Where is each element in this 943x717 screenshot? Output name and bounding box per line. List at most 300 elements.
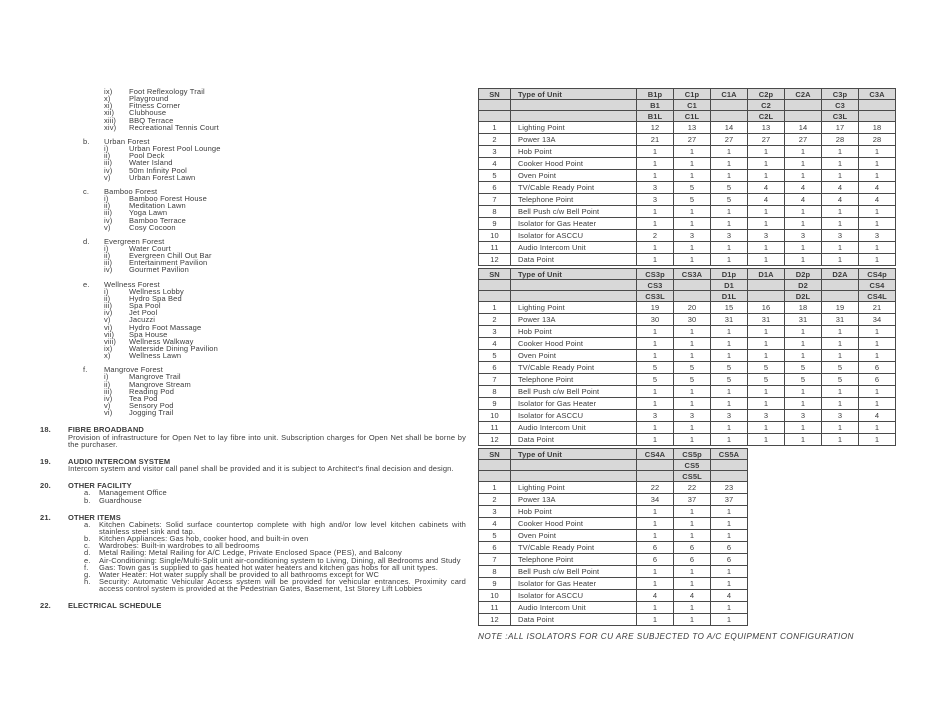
list-item-numeral: ii) [104, 293, 111, 303]
value-cell: 4 [785, 182, 822, 194]
sn-cell: 12 [479, 254, 511, 266]
type-cell: Oven Point [511, 530, 637, 542]
list-item-label: Urban Forest Pool Lounge [129, 144, 221, 154]
value-cell: 1 [748, 206, 785, 218]
type-header-cell: Type of Unit [511, 269, 637, 280]
unit-code-cell: C1p [674, 89, 711, 100]
sn-cell: 9 [479, 398, 511, 410]
unit-code-cell: B1 [637, 100, 674, 111]
value-cell: 17 [822, 122, 859, 134]
value-cell: 13 [748, 122, 785, 134]
unit-schedule-table [478, 268, 896, 446]
specification-list-column [40, 88, 466, 610]
value-cell: 30 [637, 314, 674, 326]
table-body [479, 302, 896, 446]
value-cell: 5 [674, 362, 711, 374]
value-cell: 1 [859, 350, 896, 362]
type-cell: TV/Cable Ready Point [511, 362, 637, 374]
value-cell: 20 [674, 302, 711, 314]
list-item-numeral: ix) [104, 87, 113, 96]
value-cell: 1 [822, 350, 859, 362]
sub-item-text: Guardhouse [99, 495, 142, 505]
sn-cell: 10 [479, 410, 511, 422]
type-cell: Hob Point [511, 326, 637, 338]
list-item-label: Mangrove Stream [129, 379, 191, 389]
list-item-label: Water Island [129, 158, 173, 168]
value-cell: 1 [748, 146, 785, 158]
value-cell: 1 [674, 338, 711, 350]
value-cell: 1 [785, 350, 822, 362]
type-cell: Audio Intercom Unit [511, 602, 637, 614]
value-cell: 1 [785, 242, 822, 254]
value-cell: 3 [637, 410, 674, 422]
unit-code-cell [674, 280, 711, 291]
sn-cell: 8 [479, 206, 511, 218]
type-cell: Isolator for Gas Heater [511, 578, 637, 590]
sn-header-cell [479, 280, 511, 291]
table-row [479, 590, 748, 602]
value-cell: 1 [637, 242, 674, 254]
type-cell: Data Point [511, 434, 637, 446]
type-cell: Hob Point [511, 146, 637, 158]
value-cell: 1 [674, 578, 711, 590]
table-row [479, 158, 896, 170]
value-cell: 1 [748, 350, 785, 362]
value-cell: 12 [637, 122, 674, 134]
value-cell: 27 [785, 134, 822, 146]
table-row [479, 338, 896, 350]
list-item-label: Waterside Dining Pavilion [129, 344, 218, 353]
section-title: OTHER FACILITY [68, 481, 132, 491]
list-item [104, 224, 466, 231]
list-item-numeral: ii) [104, 151, 111, 161]
value-cell: 1 [674, 386, 711, 398]
value-cell: 1 [674, 434, 711, 446]
sn-cell: 2 [479, 494, 511, 506]
type-cell: Cooker Hood Point [511, 338, 637, 350]
list-item-numeral: iv) [104, 265, 113, 275]
list-item-numeral: i) [104, 243, 109, 253]
unit-code-cell: D2 [785, 280, 822, 291]
list-item-label: 50m Infinity Pool [129, 165, 187, 175]
value-cell: 1 [711, 326, 748, 338]
list-item-numeral: xii) [104, 108, 115, 118]
value-cell: 1 [822, 398, 859, 410]
sn-cell: 11 [479, 422, 511, 434]
value-cell: 1 [822, 434, 859, 446]
sn-cell: 10 [479, 230, 511, 242]
table-row [479, 374, 896, 386]
type-header-cell [511, 291, 637, 302]
value-cell: 1 [711, 146, 748, 158]
table-row [479, 614, 748, 626]
list-item-label: Spa House [129, 329, 168, 339]
sn-cell: 7 [479, 374, 511, 386]
value-cell: 28 [859, 134, 896, 146]
value-cell: 1 [711, 422, 748, 434]
header-row [479, 471, 748, 482]
sn-header-cell [479, 460, 511, 471]
value-cell: 6 [637, 542, 674, 554]
value-cell: 5 [785, 362, 822, 374]
value-cell: 1 [711, 434, 748, 446]
list-item-numeral: v) [104, 401, 111, 411]
value-cell: 1 [711, 158, 748, 170]
table-header [479, 449, 748, 482]
amenity-group [40, 188, 466, 231]
value-cell: 3 [674, 230, 711, 242]
type-header-cell [511, 280, 637, 291]
sn-cell: 1 [479, 122, 511, 134]
type-cell: Isolator for Gas Heater [511, 218, 637, 230]
value-cell: 21 [637, 134, 674, 146]
table-row [479, 326, 896, 338]
list-item-numeral: v) [104, 172, 111, 182]
list-item-label: Jacuzzi [129, 315, 156, 325]
type-cell: Cooker Hood Point [511, 158, 637, 170]
value-cell: 1 [674, 530, 711, 542]
unit-code-cell [711, 471, 748, 482]
table-header [479, 269, 896, 302]
sn-cell: 7 [479, 554, 511, 566]
list-item-numeral: x) [104, 94, 111, 104]
unit-code-cell: CS3A [674, 269, 711, 280]
value-cell: 1 [859, 434, 896, 446]
type-cell: Cooker Hood Point [511, 518, 637, 530]
sn-cell: 1 [479, 302, 511, 314]
value-cell: 3 [674, 410, 711, 422]
spec-section [40, 602, 466, 609]
table-row [479, 314, 896, 326]
schedule-table [478, 268, 896, 446]
value-cell: 1 [674, 506, 711, 518]
section-title: AUDIO INTERCOM SYSTEM [68, 456, 171, 466]
value-cell: 1 [785, 326, 822, 338]
list-item-label: Hydro Foot Massage [129, 322, 202, 332]
type-cell: Bell Push c/w Bell Point [511, 206, 637, 218]
type-cell: Audio Intercom Unit [511, 242, 637, 254]
list-item-label: Evergreen Chill Out Bar [129, 251, 212, 261]
list-item-label: Wellness Lawn [129, 351, 182, 361]
sub-item-letter: a. [84, 519, 91, 529]
value-cell: 1 [822, 326, 859, 338]
value-cell: 6 [711, 542, 748, 554]
list-item-label: Cosy Cocoon [129, 222, 176, 232]
value-cell: 5 [711, 182, 748, 194]
table-row [479, 170, 896, 182]
table-row [479, 194, 896, 206]
value-cell: 31 [748, 314, 785, 326]
value-cell: 6 [674, 542, 711, 554]
list-item-numeral: iii) [104, 208, 113, 218]
value-cell: 1 [711, 530, 748, 542]
list-item-label: Foot Reflexology Trail [129, 87, 205, 96]
group-letter: e. [83, 279, 90, 289]
value-cell: 1 [785, 338, 822, 350]
list-item-numeral: ii) [104, 201, 111, 211]
sub-item-letter: a. [84, 488, 91, 498]
value-cell: 1 [859, 422, 896, 434]
value-cell: 1 [711, 566, 748, 578]
value-cell: 1 [674, 422, 711, 434]
unit-code-cell: B1p [637, 89, 674, 100]
list-item-label: Meditation Lawn [129, 201, 186, 211]
value-cell: 1 [748, 434, 785, 446]
unit-code-cell: CS3L [637, 291, 674, 302]
sub-item-letter: d. [84, 548, 91, 558]
value-cell: 1 [637, 386, 674, 398]
section-title: ELECTRICAL SCHEDULE [68, 601, 162, 611]
header-row [479, 269, 896, 280]
sn-cell: 12 [479, 434, 511, 446]
sub-item-text: Security: Automatic Vehicular Access system will be provided for vehicular entrances. Proximity card access control system is provided at the Pedestrian Gates, Basement, 1st Storey Lift Lobbies [99, 577, 466, 594]
list-item-numeral: v) [104, 222, 111, 232]
section-title: OTHER ITEMS [68, 512, 121, 522]
table-header [479, 89, 896, 122]
value-cell: 1 [822, 338, 859, 350]
value-cell: 1 [711, 218, 748, 230]
value-cell: 6 [859, 362, 896, 374]
list-item-label: Hydro Spa Bed [129, 293, 182, 303]
list-item-numeral: viii) [104, 336, 116, 346]
value-cell: 4 [859, 194, 896, 206]
group-letter: b. [83, 136, 90, 146]
section-title: FIBRE BROADBAND [68, 425, 144, 435]
value-cell: 1 [822, 422, 859, 434]
unit-code-cell: CS5p [674, 449, 711, 460]
list-item-numeral: iv) [104, 393, 113, 403]
table-row [479, 230, 896, 242]
type-cell: Telephone Point [511, 374, 637, 386]
schedule-table [478, 88, 896, 266]
unit-code-cell: C3p [822, 89, 859, 100]
table-row [479, 434, 896, 446]
sub-item-text: Management Office [99, 488, 167, 498]
list-item-label: Tea Pod [129, 393, 158, 403]
type-cell: Data Point [511, 614, 637, 626]
amenity-group [40, 366, 466, 416]
group-letter: d. [83, 236, 90, 246]
sn-cell: 5 [479, 530, 511, 542]
unit-code-cell [711, 460, 748, 471]
section-body: Provision of infrastructure for Open Net to lay fibre into unit. Subscription charges for Open Net shall be borne by the purchaser. [68, 432, 466, 449]
value-cell: 6 [859, 374, 896, 386]
value-cell: 1 [674, 566, 711, 578]
value-cell: 5 [711, 362, 748, 374]
value-cell: 1 [674, 146, 711, 158]
value-cell: 1 [674, 602, 711, 614]
list-item-label: Bamboo Terrace [129, 215, 186, 225]
value-cell: 1 [748, 218, 785, 230]
value-cell: 28 [822, 134, 859, 146]
type-cell: Power 13A [511, 134, 637, 146]
value-cell: 23 [711, 482, 748, 494]
value-cell: 3 [785, 230, 822, 242]
type-cell: Isolator for Gas Heater [511, 398, 637, 410]
sub-item-text: Air-Conditioning: Single/Multi-Split unit air-conditioning system to Living, Dining, all Bedrooms and Study [99, 555, 461, 565]
sn-cell: 10 [479, 590, 511, 602]
value-cell: 1 [748, 338, 785, 350]
table-row [479, 410, 896, 422]
value-cell: 1 [859, 398, 896, 410]
value-cell: 1 [859, 386, 896, 398]
list-item-label: BBQ Terrace [129, 115, 174, 125]
list-item-label: Playground [129, 94, 169, 104]
unit-code-cell [859, 111, 896, 122]
sn-cell: 6 [479, 542, 511, 554]
value-cell: 1 [674, 218, 711, 230]
value-cell: 5 [748, 362, 785, 374]
group-letter: f. [83, 365, 88, 375]
value-cell: 1 [637, 506, 674, 518]
sn-cell: 12 [479, 614, 511, 626]
value-cell: 6 [637, 554, 674, 566]
value-cell: 15 [711, 302, 748, 314]
unit-code-cell: CS5 [674, 460, 711, 471]
value-cell: 1 [748, 242, 785, 254]
value-cell: 2 [637, 230, 674, 242]
sn-cell: 7 [479, 194, 511, 206]
unit-code-cell: CS5L [674, 471, 711, 482]
list-item-label: Clubhouse [129, 108, 167, 118]
value-cell: 1 [859, 242, 896, 254]
value-cell: 3 [748, 410, 785, 422]
value-cell: 1 [674, 326, 711, 338]
value-cell: 1 [748, 386, 785, 398]
unit-code-cell [859, 100, 896, 111]
list-item-label: Water Court [129, 243, 171, 253]
group-title: Evergreen Forest [104, 236, 165, 246]
list-item-numeral: i) [104, 144, 109, 154]
list-item-numeral: iii) [104, 386, 113, 396]
value-cell: 1 [637, 218, 674, 230]
table-row [479, 566, 748, 578]
value-cell: 4 [748, 182, 785, 194]
value-cell: 1 [637, 518, 674, 530]
unit-code-cell: C3 [822, 100, 859, 111]
section-body: Intercom system and visitor call panel shall be provided and it is subject to Architect's final decision and design. [68, 464, 454, 474]
unit-code-cell: C1A [711, 89, 748, 100]
list-item-label: Bamboo Forest House [129, 194, 207, 204]
table-row [479, 602, 748, 614]
unit-code-cell: C3L [822, 111, 859, 122]
list-item-label: Gourmet Pavilion [129, 265, 189, 275]
list-item [104, 124, 466, 131]
sn-cell: 8 [479, 386, 511, 398]
value-cell: 22 [674, 482, 711, 494]
value-cell: 1 [859, 218, 896, 230]
unit-code-cell: CS4A [637, 449, 674, 460]
type-cell: Lighting Point [511, 122, 637, 134]
value-cell: 4 [674, 590, 711, 602]
sub-item-text: Water Heater: Hot water supply shall be provided to all bathrooms except for WC [99, 569, 380, 579]
spec-section [40, 426, 466, 447]
unit-code-cell: C2L [748, 111, 785, 122]
value-cell: 1 [859, 158, 896, 170]
sn-header-cell: SN [479, 449, 511, 460]
group-title: Bamboo Forest [104, 186, 158, 196]
type-header-cell [511, 100, 637, 111]
sn-cell: 8 [479, 566, 511, 578]
unit-code-cell [637, 460, 674, 471]
sub-item-letter: f. [84, 562, 89, 572]
type-cell: Lighting Point [511, 482, 637, 494]
table-row [479, 506, 748, 518]
table-row [479, 242, 896, 254]
sub-item-letter: b. [84, 495, 91, 505]
unit-code-cell [674, 291, 711, 302]
value-cell: 1 [785, 206, 822, 218]
value-cell: 1 [637, 398, 674, 410]
value-cell: 1 [785, 218, 822, 230]
list-item [104, 174, 466, 181]
type-cell: Oven Point [511, 350, 637, 362]
value-cell: 37 [711, 494, 748, 506]
list-item-label: Urban Forest Lawn [129, 172, 196, 182]
section-sub-item [84, 521, 466, 535]
list-item [104, 302, 466, 309]
value-cell: 1 [785, 146, 822, 158]
sub-item-text: Metal Railing: Metal Railing for A/C Ledge, Private Enclosed Space (PES), and Balcony [99, 548, 402, 558]
header-row [479, 291, 896, 302]
unit-code-cell: C1L [674, 111, 711, 122]
value-cell: 1 [859, 338, 896, 350]
type-header-cell [511, 471, 637, 482]
value-cell: 1 [674, 242, 711, 254]
sn-cell: 4 [479, 518, 511, 530]
sub-item-text: Kitchen Appliances: Gas hob, cooker hood, and built-in oven [99, 534, 309, 544]
value-cell: 1 [711, 254, 748, 266]
amenity-group [40, 138, 466, 181]
list-item-numeral: i) [104, 286, 109, 296]
unit-code-cell: D2p [785, 269, 822, 280]
value-cell: 1 [785, 422, 822, 434]
table-row [479, 386, 896, 398]
value-cell: 4 [748, 194, 785, 206]
type-cell: Lighting Point [511, 302, 637, 314]
type-header-cell: Type of Unit [511, 449, 637, 460]
table-row [479, 182, 896, 194]
value-cell: 4 [785, 194, 822, 206]
type-cell: Telephone Point [511, 194, 637, 206]
type-cell: TV/Cable Ready Point [511, 542, 637, 554]
value-cell: 1 [822, 158, 859, 170]
value-cell: 1 [637, 602, 674, 614]
table-row [479, 254, 896, 266]
value-cell: 1 [711, 170, 748, 182]
list-item-label: Entertainment Pavilion [129, 258, 208, 268]
sn-header-cell [479, 291, 511, 302]
unit-code-cell: B1L [637, 111, 674, 122]
value-cell: 19 [822, 302, 859, 314]
value-cell: 31 [785, 314, 822, 326]
table-row [479, 398, 896, 410]
sn-cell: 4 [479, 338, 511, 350]
list-item-numeral: i) [104, 372, 109, 382]
value-cell: 3 [822, 410, 859, 422]
type-cell: Isolator for ASCCU [511, 410, 637, 422]
value-cell: 1 [637, 338, 674, 350]
unit-code-cell [711, 111, 748, 122]
unit-code-cell: CS3p [637, 269, 674, 280]
group-title: Wellness Forest [104, 279, 160, 289]
unit-code-cell [637, 471, 674, 482]
table-row [479, 578, 748, 590]
value-cell: 1 [785, 170, 822, 182]
sn-cell: 6 [479, 182, 511, 194]
list-item [104, 309, 466, 316]
group-letter: c. [83, 186, 90, 196]
